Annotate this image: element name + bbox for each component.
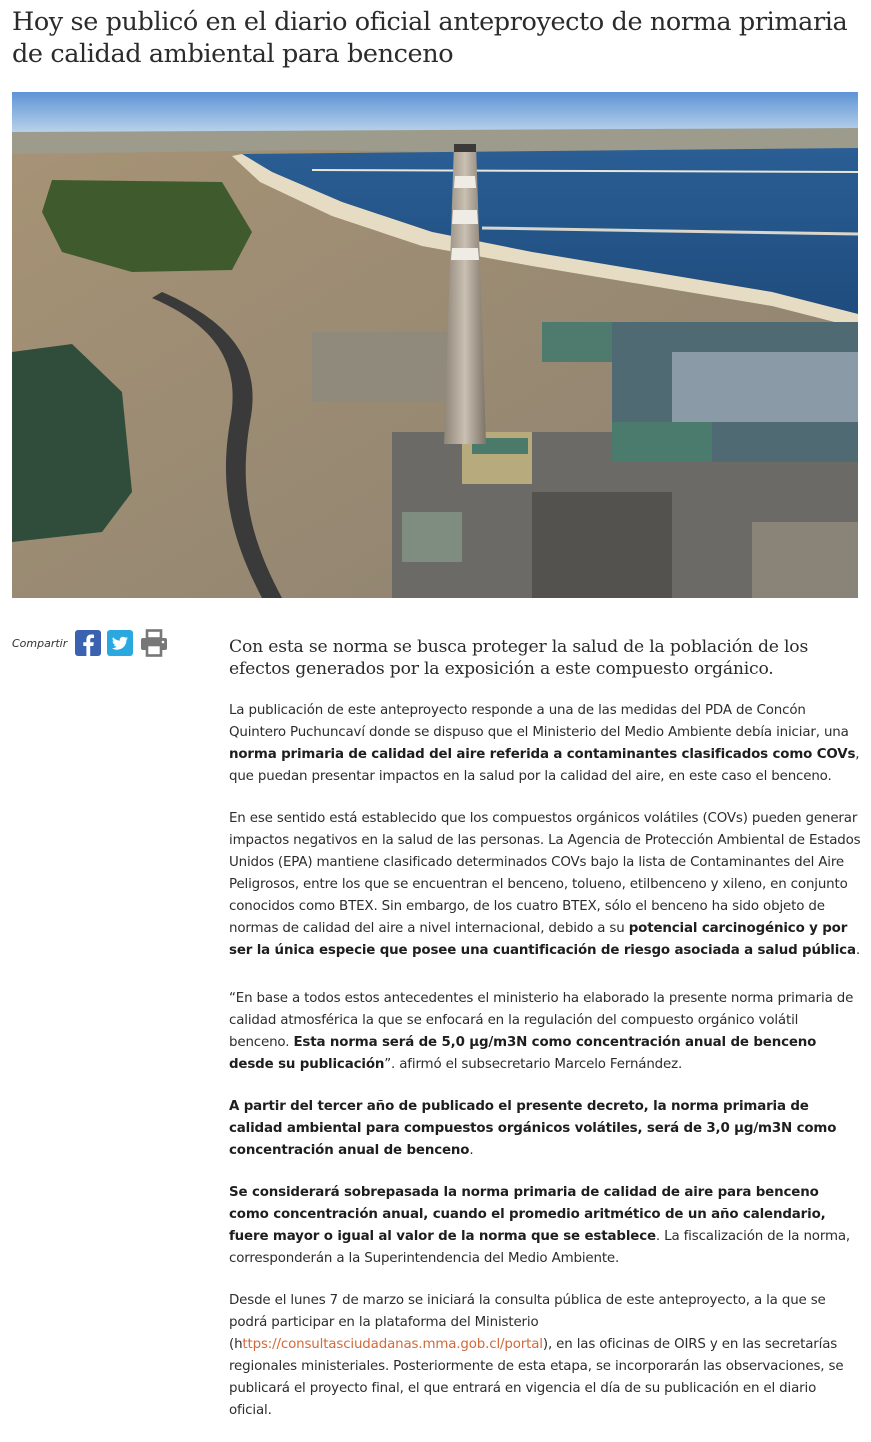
consultation-portal-link[interactable]: ttps://consultasciudadanas.mma.gob.cl/portal bbox=[242, 1337, 543, 1352]
paragraph-text: ”. afirmó el subsecretario Marcelo Fernández. bbox=[384, 1057, 683, 1072]
industrial-coast-photo bbox=[12, 92, 858, 598]
paragraph-quote bbox=[229, 988, 861, 1076]
paragraph-text: “En base a todos estos antecedentes el ministerio ha elaborado la presente norma primaria de calidad atmosférica la que se enfocará en la regulación del compuesto orgánico volátil benceno. bbox=[229, 991, 854, 1050]
paragraph-bold: Esta norma será de 5,0 µg/m3N como concentración anual de benceno desde su publicación bbox=[229, 1035, 817, 1072]
print-icon bbox=[139, 629, 169, 657]
print-button[interactable] bbox=[139, 630, 169, 656]
share-label: Compartir bbox=[12, 636, 68, 650]
paragraph-text: En ese sentido está establecido que los compuestos orgánicos volátiles (COVs) pueden generar impactos negativos en la salud de las personas. La Agencia de Protección Ambiental de Estados Unidos (EPA) mantiene clasificado determinados COVs bajo la lista de Contaminantes del Aire Peligrosos, entre los que se encuentran el benceno, tolueno, etilbenceno y xileno, en conjunto conocidos como BTEX. Sin embargo, de los cuatro BTEX, sólo el benceno ha sido objeto de normas de calidad del aire a nivel internacional, debido a su bbox=[229, 811, 861, 936]
paragraph-1 bbox=[229, 700, 861, 788]
paragraph-bold: norma primaria de calidad del aire referida a contaminantes clasificados como COVs bbox=[229, 747, 856, 762]
paragraph-text: . La fiscalización de la norma, corresponderán a la Superintendencia del Medio Ambiente. bbox=[229, 1229, 851, 1266]
paragraph-5 bbox=[229, 1182, 861, 1270]
facebook-icon bbox=[75, 630, 101, 656]
paragraph-text: La publicación de este anteproyecto responde a una de las medidas del PDA de Concón Quintero Puchuncaví donde se dispuso que el Ministerio del Medio Ambiente debía iniciar, una bbox=[229, 703, 849, 740]
share-bar bbox=[12, 628, 169, 658]
paragraph-text: . bbox=[855, 943, 860, 958]
paragraph-bold: A partir del tercer año de publicado el presente decreto, la norma primaria de calidad ambiental para compuestos orgánicos volátiles, será de 3,0 µg/m3N como concentración anual de benceno bbox=[229, 1099, 837, 1158]
article-headline: Hoy se publicó en el diario oficial anteproyecto de norma primaria de calidad ambiental para benceno bbox=[12, 7, 848, 69]
twitter-share-button[interactable] bbox=[107, 630, 133, 656]
paragraph-text: Desde el lunes 7 de marzo se iniciará la consulta pública de este anteproyecto, a la que se podrá participar en la plataforma del Ministerio (h bbox=[229, 1293, 826, 1352]
paragraph-text: , que puedan presentar impactos en la salud por la calidad del aire, en este caso el benceno. bbox=[229, 747, 860, 784]
paragraph-2 bbox=[229, 808, 861, 962]
paragraph-bold: Se considerará sobrepasada la norma primaria de calidad de aire para benceno como concentración anual, cuando el promedio aritmético de un año calendario, fuere mayor o igual al valor de la norma que se establece bbox=[229, 1185, 826, 1244]
paragraph-bold: potencial carcinogénico y por ser la única especie que posee una cuantificación de riesgo asociada a salud pública bbox=[229, 921, 856, 958]
hero-image bbox=[12, 92, 858, 598]
paragraph-text: ), en las oficinas de OIRS y en las secretarías regionales ministeriales. Posteriormente de esta etapa, se incorporarán las observaciones, se publicará el proyecto final, el que entrará en vigencia el día de su publicación en el diario oficial. bbox=[229, 1337, 844, 1418]
article-lead: Con esta se norma se busca proteger la salud de la población de los efectos generados por la exposición a este compuesto orgánico. bbox=[229, 637, 809, 679]
paragraph-6 bbox=[229, 1290, 861, 1422]
paragraph-text: . bbox=[469, 1143, 474, 1158]
paragraph-4 bbox=[229, 1096, 861, 1162]
facebook-share-button[interactable] bbox=[75, 630, 101, 656]
twitter-icon bbox=[107, 630, 133, 656]
article-body bbox=[229, 636, 861, 1442]
